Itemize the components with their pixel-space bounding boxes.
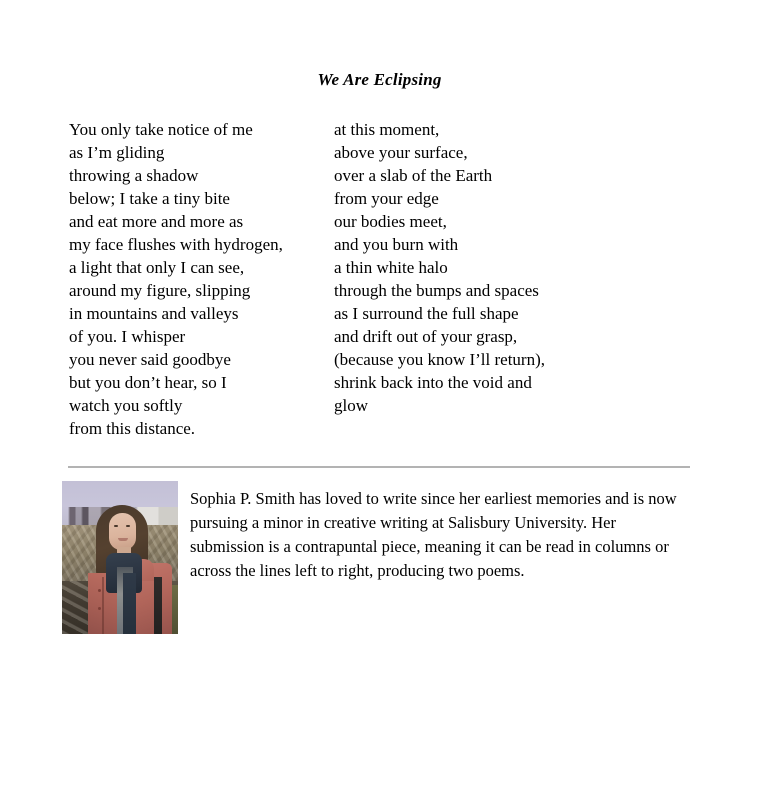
photo-jacket-button (98, 589, 101, 592)
photo-jacket-seam (102, 577, 104, 634)
author-portrait-photo (62, 481, 178, 634)
poem-body (69, 118, 709, 440)
poem-line: shrink back into the void and (334, 373, 532, 392)
photo-face (109, 513, 136, 550)
poem-line: our bodies meet, (334, 212, 447, 231)
poem-line: You only take notice of me (69, 120, 253, 139)
author-bio-text: Sophia P. Smith has loved to write since her earliest memories and is now pursuing a minor in creative writing at Salisbury University. Her submission is a contrapuntal piece, meaning it can be read in columns or across the lines left to right, producing two poems. (190, 489, 677, 580)
poem-line: you never said goodbye (69, 350, 231, 369)
photo-eye-left (114, 525, 118, 527)
poem-line: around my figure, slipping (69, 281, 251, 300)
poem-column-left (69, 118, 334, 440)
poem-line: from this distance. (69, 419, 196, 438)
poem-line: at this moment, (334, 120, 440, 139)
poem-line: above your surface, (334, 143, 468, 162)
poem-line: a light that only I can see, (69, 258, 245, 277)
photo-backpack-strap (154, 577, 162, 634)
poem-column-right (334, 118, 704, 417)
poem-line: in mountains and valleys (69, 304, 239, 323)
poem-line: watch you softly (69, 396, 183, 415)
poem-line: over a slab of the Earth (334, 166, 493, 185)
page-title: We Are Eclipsing (317, 70, 442, 89)
photo-mouth (118, 538, 128, 541)
poem-line: but you don’t hear, so I (69, 373, 227, 392)
poem-line: as I’m gliding (69, 143, 165, 162)
poem-line: a thin white halo (334, 258, 448, 277)
poem-line: as I surround the full shape (334, 304, 519, 323)
poem-line: my face flushes with hydrogen, (69, 235, 283, 254)
poem-line: below; I take a tiny bite (69, 189, 230, 208)
photo-eye-right (126, 525, 130, 527)
poem-line: glow (334, 396, 368, 415)
section-divider (68, 466, 690, 468)
poem-line: (because you know I’ll return), (334, 350, 546, 369)
photo-scarf-fold (123, 573, 136, 634)
photo-jacket-button (98, 607, 101, 610)
poem-line: and you burn with (334, 235, 459, 254)
poem-line: throwing a shadow (69, 166, 199, 185)
poem-line: and eat more and more as (69, 212, 244, 231)
poem-line: and drift out of your grasp, (334, 327, 518, 346)
poem-line: through the bumps and spaces (334, 281, 539, 300)
poem-line: from your edge (334, 189, 439, 208)
poem-line: of you. I whisper (69, 327, 186, 346)
